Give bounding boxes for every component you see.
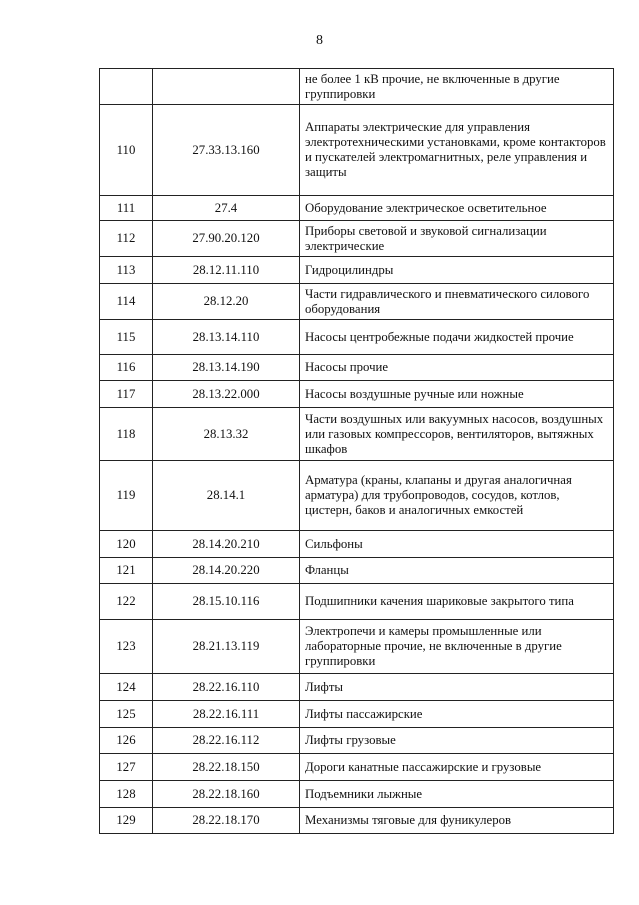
row-number-cell: 126 (100, 728, 153, 754)
table-row (100, 221, 614, 257)
table-row (100, 105, 614, 196)
okpd2-code-cell: 28.22.18.160 (153, 781, 300, 808)
table-row (100, 620, 614, 674)
page-number: 8 (316, 33, 323, 48)
okpd2-code-cell: 27.33.13.160 (153, 105, 300, 196)
row-number-cell: 124 (100, 674, 153, 701)
table-row (100, 381, 614, 408)
description-cell: Насосы воздушные ручные или ножные (300, 381, 614, 408)
row-number-cell: 128 (100, 781, 153, 808)
table-row (100, 558, 614, 584)
row-number-cell: 122 (100, 584, 153, 620)
okpd2-code-cell: 28.13.32 (153, 408, 300, 461)
okpd2-code-cell: 28.14.1 (153, 461, 300, 531)
table-row (100, 355, 614, 381)
table-row (100, 781, 614, 808)
okpd2-code-cell: 28.13.14.190 (153, 355, 300, 381)
row-number-cell: 125 (100, 701, 153, 728)
description-cell: Оборудование электрическое осветительное (300, 196, 614, 221)
table-row (100, 408, 614, 461)
description-cell: Насосы центробежные подачи жидкостей прочие (300, 320, 614, 355)
okpd2-code-cell: 28.15.10.116 (153, 584, 300, 620)
description-cell: Приборы световой и звуковой сигнализации электрические (300, 221, 614, 257)
table-row (100, 257, 614, 284)
row-number-cell: 121 (100, 558, 153, 584)
okpd2-code-cell: 28.22.18.150 (153, 754, 300, 781)
table-row (100, 754, 614, 781)
okpd2-code-cell (153, 69, 300, 105)
row-number-cell: 127 (100, 754, 153, 781)
table-row (100, 674, 614, 701)
table-row (100, 531, 614, 558)
table-body (100, 69, 614, 834)
okpd2-code-cell: 28.12.20 (153, 284, 300, 320)
okpd2-code-cell: 28.22.16.110 (153, 674, 300, 701)
row-number-cell: 129 (100, 808, 153, 834)
equipment-code-table (99, 68, 614, 834)
row-number-cell: 123 (100, 620, 153, 674)
table-row (100, 584, 614, 620)
row-number-cell: 119 (100, 461, 153, 531)
table-row (100, 284, 614, 320)
okpd2-code-cell: 27.90.20.120 (153, 221, 300, 257)
row-number-cell (100, 69, 153, 105)
description-cell: не более 1 кВ прочие, не включенные в другие группировки (300, 69, 614, 105)
description-cell: Подъемники лыжные (300, 781, 614, 808)
okpd2-code-cell: 28.22.16.111 (153, 701, 300, 728)
description-cell: Лифты грузовые (300, 728, 614, 754)
row-number-cell: 113 (100, 257, 153, 284)
okpd2-code-cell: 28.13.14.110 (153, 320, 300, 355)
description-cell: Механизмы тяговые для фуникулеров (300, 808, 614, 834)
description-cell: Сильфоны (300, 531, 614, 558)
description-cell: Арматура (краны, клапаны и другая аналогичная арматура) для трубопроводов, сосудов, котлов, цистерн, баков и аналогичных емкостей (300, 461, 614, 531)
table-row (100, 808, 614, 834)
row-number-cell: 110 (100, 105, 153, 196)
okpd2-code-cell: 27.4 (153, 196, 300, 221)
okpd2-code-cell: 28.22.16.112 (153, 728, 300, 754)
row-number-cell: 116 (100, 355, 153, 381)
row-number-cell: 111 (100, 196, 153, 221)
description-cell: Фланцы (300, 558, 614, 584)
description-cell: Электропечи и камеры промышленные или лабораторные прочие, не включенные в другие группировки (300, 620, 614, 674)
row-number-cell: 117 (100, 381, 153, 408)
okpd2-code-cell: 28.13.22.000 (153, 381, 300, 408)
description-cell: Части воздушных или вакуумных насосов, воздушных или газовых компрессоров, вентиляторов, вытяжных шкафов (300, 408, 614, 461)
okpd2-code-cell: 28.14.20.220 (153, 558, 300, 584)
row-number-cell: 114 (100, 284, 153, 320)
table-row (100, 461, 614, 531)
row-number-cell: 112 (100, 221, 153, 257)
description-cell: Лифты пассажирские (300, 701, 614, 728)
row-number-cell: 115 (100, 320, 153, 355)
description-cell: Насосы прочие (300, 355, 614, 381)
table-row (100, 196, 614, 221)
description-cell: Лифты (300, 674, 614, 701)
okpd2-code-cell: 28.14.20.210 (153, 531, 300, 558)
row-number-cell: 120 (100, 531, 153, 558)
okpd2-code-cell: 28.12.11.110 (153, 257, 300, 284)
table-row (100, 701, 614, 728)
okpd2-code-cell: 28.21.13.119 (153, 620, 300, 674)
description-cell: Гидроцилиндры (300, 257, 614, 284)
description-cell: Дороги канатные пассажирские и грузовые (300, 754, 614, 781)
description-cell: Подшипники качения шариковые закрытого типа (300, 584, 614, 620)
description-cell: Части гидравлического и пневматического силового оборудования (300, 284, 614, 320)
description-cell: Аппараты электрические для управления электротехническими установками, кроме контакторов и пускателей электромагнитных, реле управления и защиты (300, 105, 614, 196)
okpd2-code-cell: 28.22.18.170 (153, 808, 300, 834)
row-number-cell: 118 (100, 408, 153, 461)
table-row (100, 728, 614, 754)
table-row (100, 320, 614, 355)
table-row (100, 69, 614, 105)
